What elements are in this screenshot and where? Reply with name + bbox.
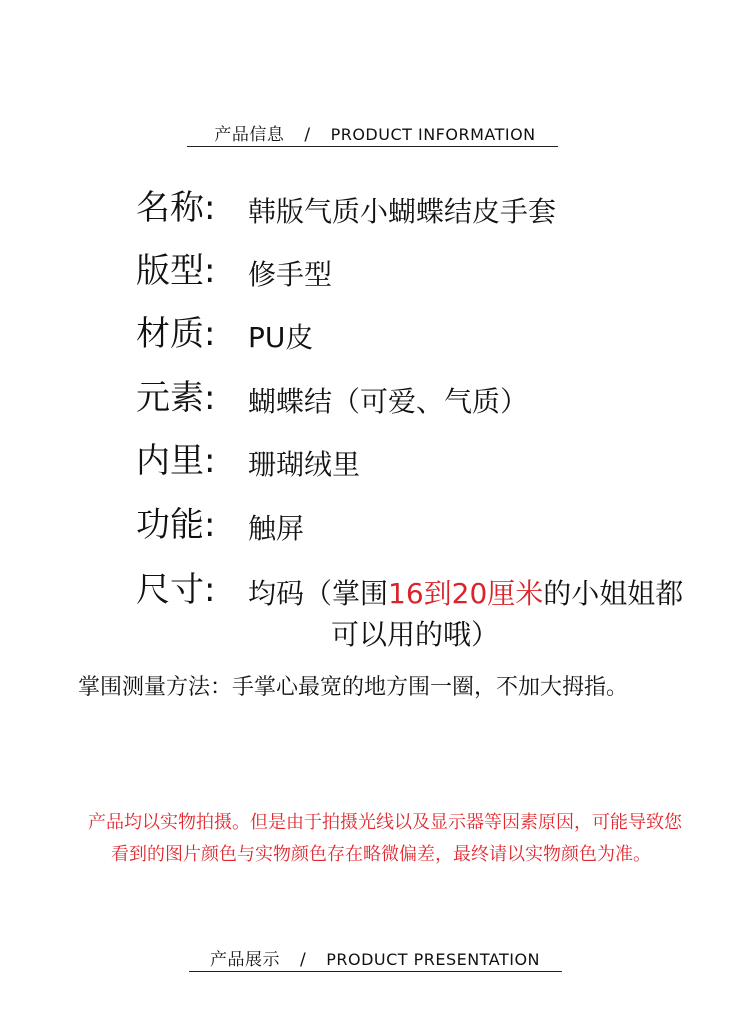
header-zh: 产品展示 — [209, 950, 280, 970]
header-underline — [189, 971, 562, 972]
header-en: PRODUCT PRESENTATION — [326, 950, 541, 969]
header-en: PRODUCT INFORMATION — [330, 125, 536, 144]
measure-note: 掌围测量方法：手掌心最宽的地方围一圈，不加大拇指。 — [78, 675, 629, 700]
spec-row-size — [136, 568, 696, 618]
spec-label: 版型: — [136, 251, 216, 291]
size-value-highlight: 16到20厘米 — [388, 577, 544, 610]
spec-value-size — [248, 574, 683, 614]
spec-label: 元素: — [136, 378, 216, 418]
spec-value: 蝴蝶结（可爱、气质） — [248, 385, 529, 418]
spec-value: 珊瑚绒里 — [248, 448, 361, 481]
product-information-header — [0, 120, 750, 151]
product-presentation-header — [0, 945, 750, 976]
spec-label: 材质: — [136, 314, 216, 354]
size-value-prefix: 均码（掌围 — [248, 577, 389, 610]
disclaimer-line-2: 看到的图片颜色与实物颜色存在略微偏差，最终请以实物颜色为准。 — [111, 844, 651, 865]
spec-label: 尺寸: — [136, 570, 216, 610]
spec-value: 韩版气质小蝴蝶结皮手套 — [248, 195, 557, 228]
spec-value: 修手型 — [248, 258, 333, 291]
size-value-line2: 可以用的哦） — [331, 618, 500, 651]
spec-label: 名称: — [136, 188, 216, 228]
disclaimer-line-1: 产品均以实物拍摄。但是由于拍摄光线以及显示器等因素原因，可能导致您 — [88, 812, 682, 833]
size-value-suffix: 的小姐姐都 — [543, 577, 684, 610]
header-zh: 产品信息 — [214, 125, 285, 145]
spec-label: 内里: — [136, 441, 216, 481]
header-underline — [187, 146, 558, 147]
header-separator: / — [304, 125, 311, 145]
spec-value: 触屏 — [248, 512, 305, 545]
spec-value: PU皮 — [248, 321, 314, 354]
spec-label: 功能: — [136, 505, 216, 545]
header-separator: / — [299, 950, 307, 970]
